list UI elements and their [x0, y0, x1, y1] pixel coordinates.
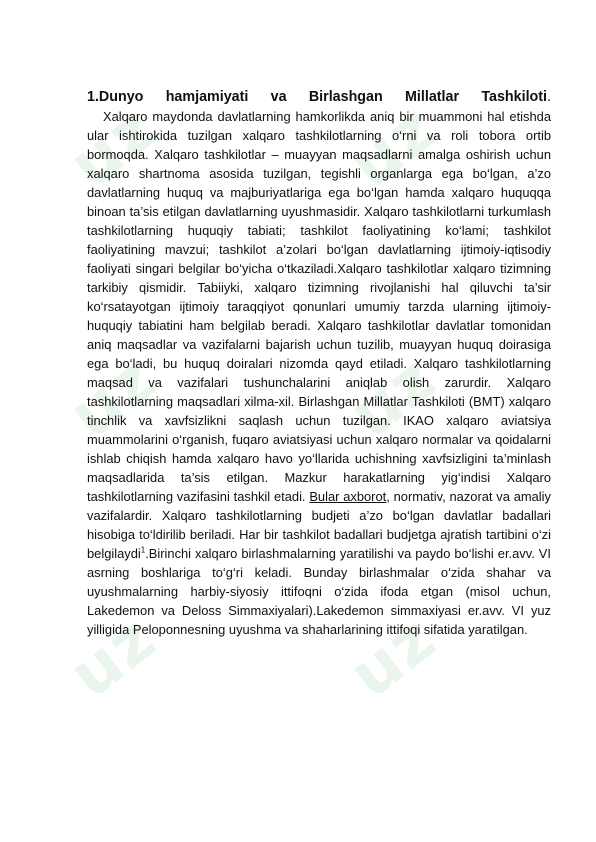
- watermark-logo: uz: [56, 341, 171, 453]
- paragraph-text-end: .Birinchi xalqaro birlashmalarning yaratilishi va paydo bo‘lishi er.avv. VI asrning boshlariga to‘g‘ri keladi. Bunday birlashmalar o‘zida shahar va uyushmalarning harbiy-siyosiy ittifoqni o‘zida ifoda etgan (misol uchun, Lakedemon va Deloss Simmaxiyalari).Lakedemon simmaxiyasi er.avv. VI yuz yilligida Peloponnesning uyushma va shaharlarining ittifoqi sifatida yaratilgan.: [87, 546, 551, 637]
- watermark-logo: uz: [336, 601, 451, 713]
- watermark-logo: uz: [56, 91, 171, 203]
- footnote-reference[interactable]: 1: [140, 545, 146, 555]
- watermark-logo: uz: [336, 91, 451, 203]
- paragraph-text: Xalqaro maydonda davlatlarning hamkorlikda aniq bir muammoni hal etishda ular ishtirokida tuzilgan xalqaro tashkilotlarning o‘rni va roli tobora ortib bormoqda. Xalqaro tashkilotlar – muayyan maqsadlarni amalga oshirish uchun xalqaro shartnoma asosida tuzilgan, tegishli organlarga ega bo‘lgan, a’zo davlatlarning huquq va majburiyatlariga ega bo‘lgan hamda xalqaro huquqqa binoan ta’sis etilgan davlatlarning uyushmasidir. Xalqaro tashkilotlarni turkumlash tashkilotlarning huquqiy tabiati; tashkilot faoliyatining ko‘lami; tashkilot faoliyatining mavzui; tashkilot a’zolari bo‘lgan davlatlarning ijtimoiy-iqtisodiy faoliyati singari belgilar bo‘yicha o‘tkaziladi.Xalqaro tashkilotlar xalqaro tizimning tarkibiy qismidir. Tabiiyki, xalqaro tizimning rivojlanishi hal qiluvchi ta’sir ko‘rsatayotgan ijtimoiy taraqqiyot qonunlari umumiy tarzda ularning ijtimoiy-huquqiy tabiatini ham belgilab beradi. Xalqaro tashkilotlar davlatlar tomonidan aniq maqsadlar va vazifalarni bajarish uchun tuzilib, muayyan huquq doirasiga ega bo‘ladi, bu huquq doiralari nizomda qayd etiladi. Xalqaro tashkilotlarning maqsad va vazifalari tushunchalarini aniqlab olish zarurdir. Xalqaro tashkilotlarning maqsadlari xilma-xil. Birlashgan Millatlar Tashkiloti (BMT) xalqaro tinchlik va xavfsizlikni saqlash uchun tuzilgan. IKAO xalqaro aviatsiya muammolarini o‘rganish, fuqaro aviatsiyasi uchun xalqaro normalar va qoidalarni ishlab chiqish hamda xalqaro havo yo‘llarida uchishning xavfsizligini ta’minlash maqsadlarida ta’sis etilgan. Mazkur harakatlarning yig‘indisi Xalqaro tashkilotlarning vazifasini tashkil etadi.: [87, 109, 551, 504]
- inline-link[interactable]: Bular axborot: [309, 489, 387, 504]
- heading-period: .: [547, 89, 551, 105]
- section-heading: [87, 88, 551, 107]
- watermark-logo: uz: [56, 601, 171, 713]
- watermark-logo: uz: [336, 341, 451, 453]
- paragraph-text-continued: , normativ, nazorat va amaliy vazifalardir. Xalqaro tashkilotlarning budjeti a’zo bo‘lgan davlatlar badallari hisobiga to‘ldirilib beriladi. Har bir tashkilot badallari budjetga ajratish tartibini o‘zi belgilaydi: [87, 489, 551, 561]
- document-body: [87, 88, 551, 639]
- section-heading-text: 1.Dunyo hamjamiyati va Birlashgan Millatlar Tashkiloti: [87, 89, 548, 105]
- body-paragraph: [87, 107, 551, 639]
